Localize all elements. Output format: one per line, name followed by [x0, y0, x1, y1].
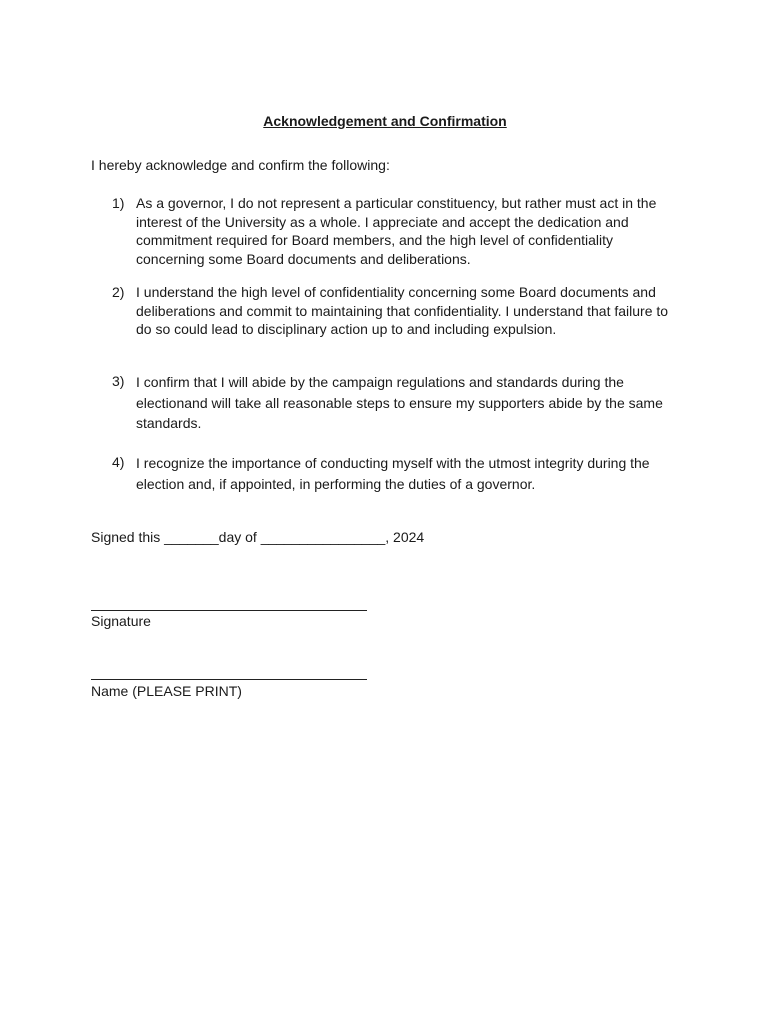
list-item-text: I recognize the importance of conducting myself with the utmost integrity during the election and, if appointed, in performing the duties of a governor. — [136, 455, 650, 492]
list-item-text: As a governor, I do not represent a particular constituency, but rather must act in the interest of the University as a whole. I appreciate and accept the dedication and commitment required for Board members, and the high level of confidentiality concerning some Board documents and deliberations. — [136, 195, 657, 267]
document-title: Acknowledgement and Confirmation — [263, 113, 507, 129]
list-item-number: 2) — [112, 284, 125, 300]
signed-date-line: Signed this _______day of ________________, 2024 — [91, 529, 425, 545]
signature-line — [91, 610, 367, 611]
name-line — [91, 679, 367, 680]
list-item-number: 4) — [112, 454, 125, 470]
list-item-text: I confirm that I will abide by the campaign regulations and standards during the electionand will take all reasonable steps to ensure my supporters abide by the same standards. — [136, 374, 663, 431]
list-item — [112, 283, 682, 339]
list-item-text: I understand the high level of confidentiality concerning some Board documents and deliberations and commit to maintaining that confidentiality. I understand that failure to do so could lead to disciplinary action up to and including expulsion. — [136, 284, 669, 337]
intro-text: I hereby acknowledge and confirm the following: — [91, 157, 390, 173]
list-item-number: 3) — [112, 373, 125, 389]
name-label: Name (PLEASE PRINT) — [91, 683, 242, 699]
list-item — [112, 453, 682, 494]
list-item-number: 1) — [112, 195, 125, 211]
list-item — [112, 194, 682, 268]
signature-label: Signature — [91, 613, 151, 629]
list-item — [112, 372, 682, 434]
